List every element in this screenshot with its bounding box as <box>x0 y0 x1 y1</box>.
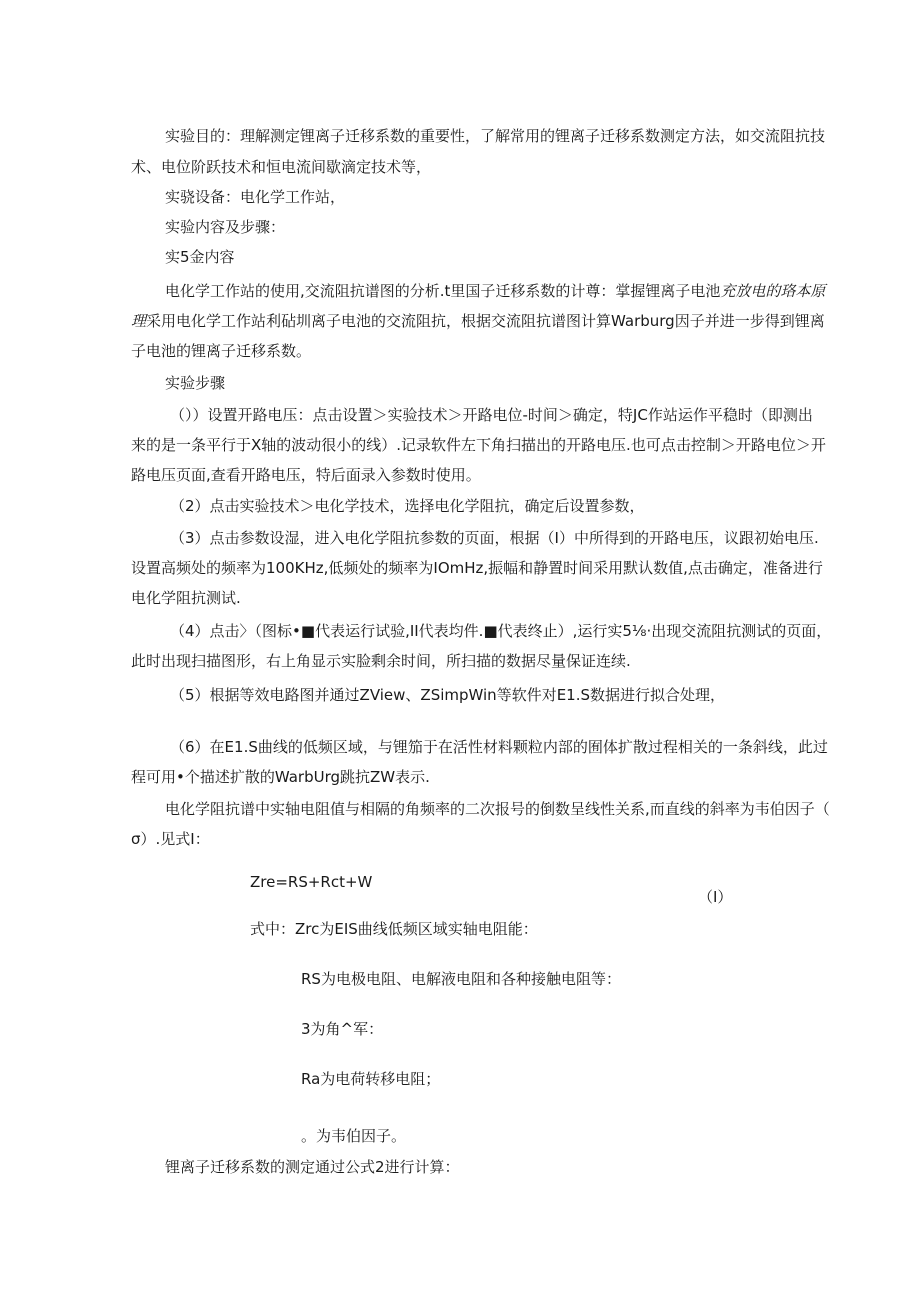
content-steps-heading: 实验内容及步骤： <box>165 218 286 236</box>
step-3-line-1: （3）点击参数设湿，进入电化学阻抗参数的页面，根据（I）中所得到的开路电压，议跟初始电压. <box>170 529 819 547</box>
content-line-1-text: 电化学工作站的使用,交流阻抗谱图的分析.t里国子迁移系数的计尊：掌握锂离子电池 <box>165 282 721 300</box>
step-3-line-3: 电化学阻抗测试. <box>131 589 241 607</box>
purpose-line-2: 术、电位阶跃技术和恒电流间歇滴定技术等， <box>131 158 432 176</box>
steps-heading: 实验步骤 <box>165 374 226 392</box>
step-6-line-1: （6）在E1.S曲线的低频区域，与锂笳于在活性材料颗粒内部的囿体扩散过程相关的一条斜线，此过 <box>170 738 828 756</box>
where-line-2: RS为电极电阻、电解液电阻和各种接触电阻等： <box>301 970 621 988</box>
where-line-4: Ra为电荷转移电阻； <box>301 1070 441 1088</box>
content-line-2-italic: 理 <box>131 312 147 330</box>
step-3-line-2: 设置高频处的频率为100KHz,低频处的频率为IOmHz,振幅和静置时间采用默认数值,点击确定，准备进行 <box>131 559 823 577</box>
step-1-line-1: （））设置开路电压：点击设置＞实验技术＞开路电位-时间＞确定，特JC作站运作平稳时（即测出 <box>170 406 813 424</box>
content-line-2 <box>131 311 825 331</box>
where-line-1: 式中：Zrc为EIS曲线低频区域实轴电阻能： <box>250 920 538 938</box>
where-line-5: 。为韦伯因子。 <box>301 1127 407 1145</box>
step-1-line-3: 路电压页面,查看开路电压，特后面录入参数时使用。 <box>131 466 481 484</box>
step-4-line-1: （4）点击〉（图标•■代表运行试验,II代表均件.■代表终止）,运行实5⅛·出现交流阻抗测试的页面， <box>170 622 832 640</box>
step-5: （5）根据等效电路图并通过ZView、ZSimpWin等软件对E1.S数据进行拟合处理， <box>170 686 726 704</box>
equation: Zre=RS+Rct+W <box>250 873 373 891</box>
content-line-2-text: 采用电化学工作站利砧圳离子电池的交流阻抗，根据交流阻抗谱图计算Warburg因子并进一步得到锂离 <box>146 312 825 330</box>
content-line-1 <box>165 281 825 301</box>
where-line-3: 3为角^军： <box>301 1020 384 1038</box>
step-6-line-2: 程可用•个描述扩散的WarbUrg跳抗ZW表示. <box>131 768 430 786</box>
paragraph-line-2: σ）.见式I： <box>131 830 210 848</box>
content-line-1-italic: 充放电的珞本原 <box>720 282 826 300</box>
content-line-3: 子电池的锂离子迁移系数。 <box>131 342 312 360</box>
step-2: （2）点击实验技术＞电化学技术，选择电化学阻抗，确定后设置参数， <box>170 497 645 515</box>
equipment-line: 实骁设备：电化学工作站， <box>165 188 346 206</box>
equation-number: （I） <box>698 888 733 906</box>
step-4-line-2: 此时出现扫描图形，右上角显示实脸剩余时间，所扫描的数据尽量保证连续. <box>131 652 631 670</box>
purpose-line-1: 实验目的：理解测定锂离子迁移系数的重要性，了解常用的锂离子迁移系数测定方法，如交流阻抗技 <box>165 127 826 145</box>
last-line: 锂离子迁移系数的测定通过公式2进行计算： <box>165 1158 460 1176</box>
content-heading: 实5金内容 <box>165 248 235 266</box>
paragraph-line-1: 电化学阻抗谱中实轴电阻值与相隔的角频率的二次报号的倒数呈线性关系,而直线的斜率为韦伯因子（ <box>165 800 830 818</box>
step-1-line-2: 来的是一条平行于X轴的波动很小的线）.记录软件左下角扫描出的开路电压.也可点击控制＞开路电位＞开 <box>131 436 826 454</box>
